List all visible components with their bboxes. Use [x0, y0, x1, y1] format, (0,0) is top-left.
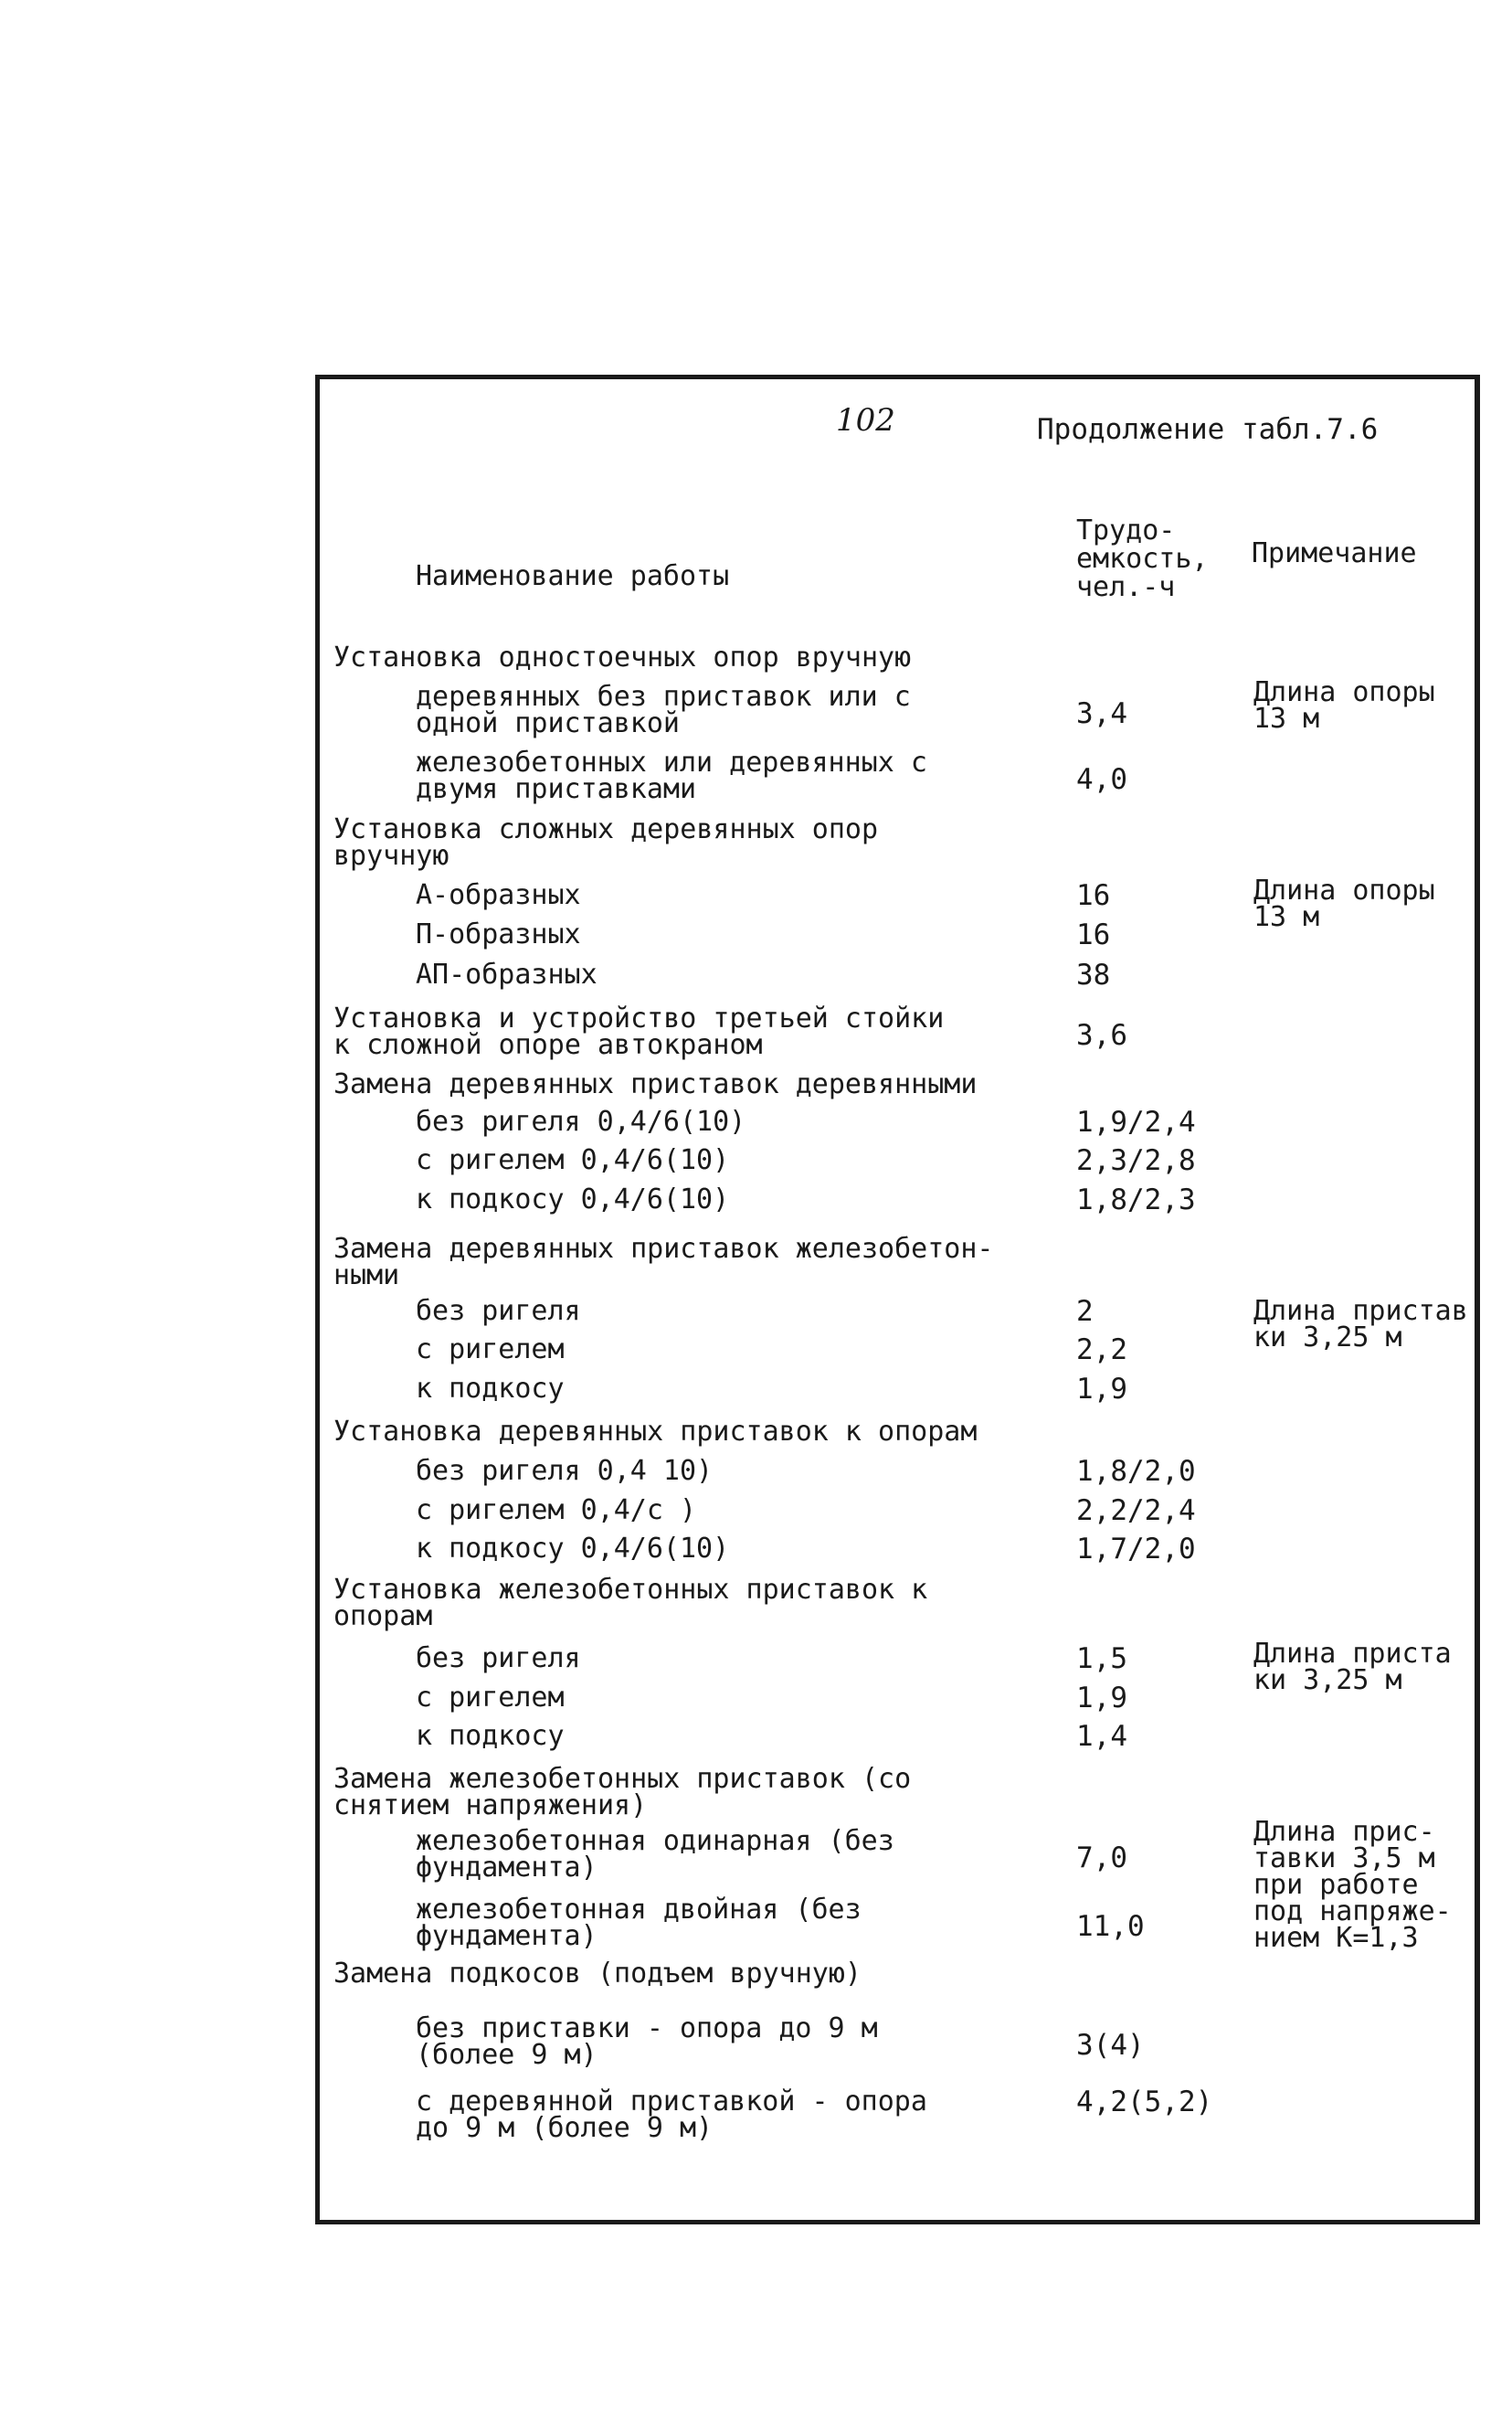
section-title: Замена подкосов (подъем вручную) [333, 1958, 862, 1990]
work-item: деревянных без приставок или с одной приставкой [416, 681, 911, 739]
labor-value: 1,4 [1076, 1720, 1127, 1753]
work-item: к подкосу [416, 1373, 565, 1405]
note-text: Длина приста ки 3,25 м [1253, 1638, 1452, 1696]
work-item: с ригелем [416, 1333, 565, 1365]
labor-value: 38 [1076, 959, 1111, 992]
section-title: Установка сложных деревянных опор вручную [333, 813, 879, 872]
work-item: без ригеля 0,4 10) [416, 1455, 714, 1487]
labor-value: 7,0 [1076, 1842, 1127, 1874]
labor-value: 16 [1076, 918, 1111, 951]
labor-value: 4,0 [1076, 763, 1127, 796]
continuation-label: Продолжение табл.7.6 [1037, 413, 1379, 446]
labor-value: 1,8/2,3 [1076, 1183, 1196, 1216]
work-item: железобетонная двойная (без фундамента) [416, 1894, 862, 1952]
labor-value: 16 [1076, 879, 1111, 912]
work-item: А-образных [416, 879, 581, 911]
section-title: Замена деревянных приставок железобетон- ными [333, 1233, 994, 1291]
work-item: железобетонных или деревянных с двумя приставками [416, 747, 927, 805]
work-item: к подкосу 0,4/6(10) [416, 1533, 730, 1565]
page-number: 102 [836, 402, 895, 439]
note-text: Длина пристав ки 3,25 м [1253, 1295, 1468, 1353]
work-item: с ригелем [416, 1682, 565, 1714]
labor-value: 1,5 [1076, 1642, 1127, 1675]
work-item: с ригелем 0,4/6(10) [416, 1144, 730, 1176]
note-text: Длина прис- тавки 3,5 м при работе под напряже- нием К=1,3 [1253, 1816, 1452, 1954]
work-item: без приставки - опора до 9 м (более 9 м) [416, 2012, 878, 2071]
work-item: без ригеля 0,4/6(10) [416, 1106, 746, 1138]
labor-value: 3,6 [1076, 1019, 1127, 1052]
labor-value: 3,4 [1076, 697, 1127, 730]
labor-value: 11,0 [1076, 1910, 1145, 1943]
work-item: к подкосу 0,4/6(10) [416, 1183, 730, 1215]
section-title: Установка деревянных приставок к опорам [333, 1416, 978, 1448]
section-title: Установка одностоечных опор вручную [333, 642, 912, 674]
labor-value: 2,2/2,4 [1076, 1494, 1196, 1527]
labor-value: 1,8/2,0 [1076, 1455, 1196, 1488]
work-item: с деревянной приставкой - опора до 9 м (более 9 м) [416, 2086, 927, 2144]
work-item: железобетонная одинарная (без фундамента) [416, 1825, 894, 1884]
labor-value: 1,9/2,4 [1076, 1106, 1196, 1139]
section-title: Замена железобетонных приставок (со снятием напряжения) [333, 1763, 912, 1821]
labor-value: 1,9 [1076, 1682, 1127, 1714]
labor-value: 1,7/2,0 [1076, 1533, 1196, 1566]
section-title: Установка и устройство третьей стойки к сложной опоре автокраном [333, 1003, 945, 1061]
section-title: Установка железобетонных приставок к опорам [333, 1574, 928, 1632]
work-item: к подкосу [416, 1720, 565, 1752]
section-title: Замена деревянных приставок деревянными [333, 1068, 978, 1100]
note-text: Длина опоры 13 м [1253, 676, 1435, 735]
labor-value: 4,2(5,2) [1076, 2086, 1213, 2118]
work-item: без ригеля [416, 1642, 581, 1674]
labor-value: 3(4) [1076, 2029, 1145, 2062]
labor-value: 2 [1076, 1295, 1094, 1328]
header-name: Наименование работы [416, 560, 730, 592]
header-note: Примечание [1252, 537, 1417, 569]
labor-value: 2,2 [1076, 1333, 1127, 1366]
header-labor: Трудо- емкость, чел.-ч [1076, 515, 1209, 603]
labor-value: 1,9 [1076, 1373, 1127, 1406]
labor-value: 2,3/2,8 [1076, 1144, 1196, 1177]
note-text: Длина опоры 13 м [1253, 875, 1435, 933]
work-item: П-образных [416, 918, 581, 950]
work-item: АП-образных [416, 959, 597, 991]
work-item: без ригеля [416, 1295, 581, 1327]
work-item: с ригелем 0,4/с ) [416, 1494, 697, 1526]
